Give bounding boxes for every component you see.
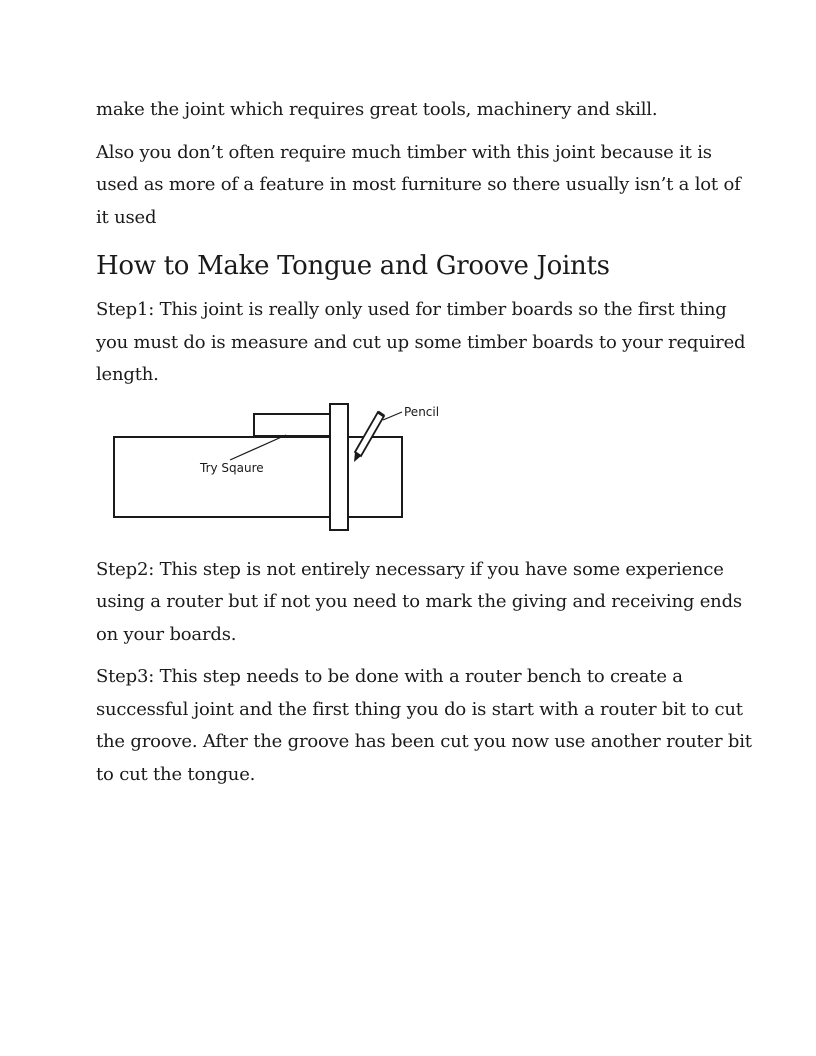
paragraph-timber-usage: Also you don’t often require much timber with this joint because it is used as more of a feature in most furniture so there usually isn’t a lot of it used: [96, 141, 741, 228]
paragraph-step2: Step2: This step is not entirely necessary if you have some experience using a router but if not you need to mark the giving and receiving ends on your boards.: [96, 558, 742, 645]
try-square-leader: [230, 435, 286, 460]
try-square-blade: [330, 404, 348, 530]
paragraph-step3: Step3: This step needs to be done with a router bench to create a successful joint and the first thing you do is start with a router bit to cut the groove. After the groove has been cut you now use another router bit to cut the tongue.: [96, 666, 752, 785]
section-heading: How to Make Tongue and Groove Joints: [96, 251, 610, 281]
try-square-illustration: [104, 402, 454, 542]
document-page: [96, 94, 756, 801]
paragraph-step1: Step1: This joint is really only used for timber boards so the first thing you must do is measure and cut up some timber boards to your required length.: [96, 299, 746, 385]
pencil-label: Pencil: [404, 404, 440, 419]
pencil-leader: [383, 412, 402, 420]
try-square-label: Try Sqaure: [200, 460, 264, 475]
paragraph-joint-skill: make the joint which requires great tools, machinery and skill.: [96, 99, 658, 120]
